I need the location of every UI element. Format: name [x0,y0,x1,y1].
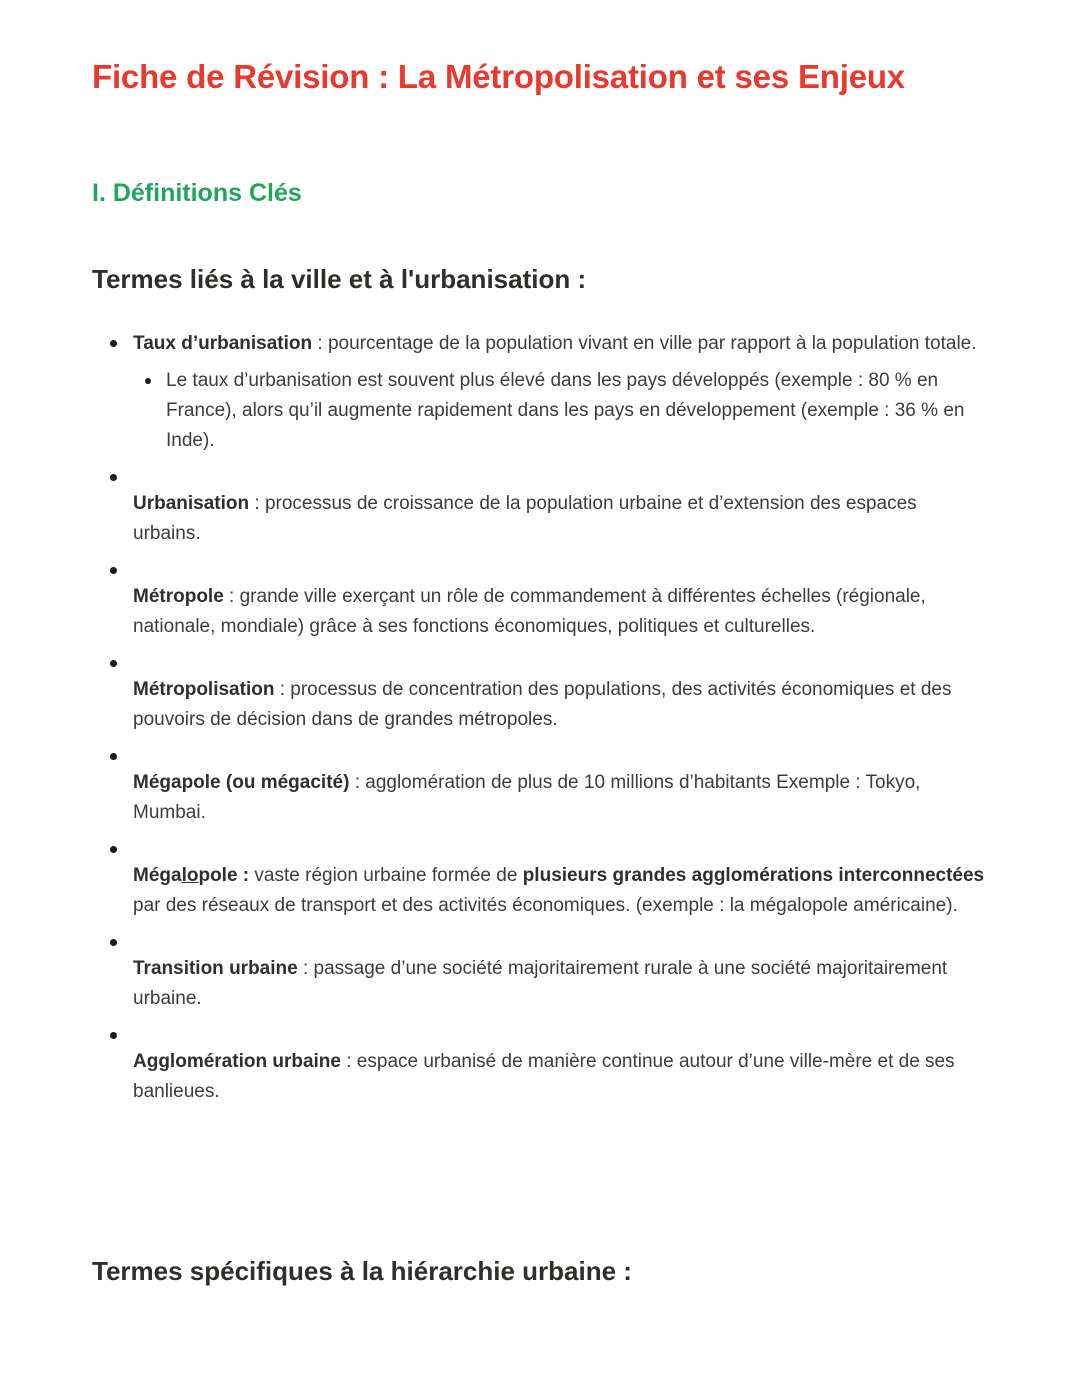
subheading-urbanisation: Termes liés à la ville et à l'urbanisation : [92,264,587,295]
definition: : espace urbanisé de manière continue autour d’une ville-mère et de ses banlieues. [133,1051,955,1103]
definition: : pourcentage de la population vivant en ville par rapport à la population totale. [312,333,977,355]
definition: : agglomération de plus de 10 millions d’habitants Exemple : Tokyo, Mumbai. [133,772,921,824]
list-item-metropolisation [92,675,985,742]
list-item-urbanisation [92,489,985,556]
bullet-icon [110,474,117,481]
list-item-text [133,489,985,549]
list-item-text [133,329,977,359]
bullet-icon [110,753,117,760]
term: Métropolisation [133,679,275,701]
definition: : passage d’une société majoritairement rurale à une société majoritairement urbaine. [133,958,948,1010]
bullet-icon [110,340,117,347]
section-heading-definitions: I. Définitions Clés [92,179,302,208]
list-item-text [133,954,985,1014]
definition: : processus de concentration des populations, des activités économiques et des pouvoirs de décision dans de grandes métropoles. [133,679,952,731]
bullet-icon [145,378,151,384]
list-item-megapole [92,768,985,835]
term: Urbanisation [133,493,250,515]
page-title: Fiche de Révision : La Métropolisation et ses Enjeux [92,58,905,95]
list-item-transition-urbaine [92,954,985,1021]
list-item-metropole [92,582,985,649]
empty-bullet-row [92,742,985,768]
sub-definition: Le taux d’urbanisation est souvent plus élevé dans les pays développés (exemple : 80 % en France), alors qu’il augmente rapidement dans les pays en développement (exemple : 36 % en Inde). [166,370,965,452]
term: Agglomération urbaine [133,1051,341,1073]
bullet-icon [110,939,117,946]
empty-bullet-row [92,1021,985,1047]
term: Taux d’urbanisation [133,333,313,355]
list-item-text [133,768,985,828]
subheading-hierarchie: Termes spécifiques à la hiérarchie urbaine : [92,1256,632,1287]
bullet-icon [110,660,117,667]
bullet-icon [110,1032,117,1039]
definition-bold-part: plusieurs grandes agglomérations interconnectées [522,865,985,887]
list-item-text [133,1047,985,1107]
term-underlined: lo [181,865,199,887]
definition-part: par des réseaux de transport et des activités économiques. (exemple : la mégalopole américaine). [133,895,958,917]
term: Métropole [133,586,224,608]
empty-bullet-row [92,928,985,954]
term-suffix: pole : [198,865,255,887]
term-prefix: Méga [133,865,182,887]
term: Transition urbaine [133,958,298,980]
list-item-taux-urbanisation [92,329,985,366]
bullet-icon [110,567,117,574]
definitions-list [92,329,985,1114]
list-item-megalopole [92,861,985,928]
definition-part: vaste région urbaine formée de [254,865,523,887]
empty-bullet-row [92,835,985,861]
list-item-text [133,582,985,642]
list-subitem-taux-urbanisation [92,366,985,463]
definition: : grande ville exerçant un rôle de commandement à différentes échelles (régionale, nationale, mondiale) grâce à ses fonctions économiques, politiques et culturelles. [133,586,926,638]
empty-bullet-row [92,649,985,675]
term [133,865,254,886]
term: Mégapole (ou mégacité) [133,772,350,794]
list-item-agglomeration-urbaine [92,1047,985,1114]
list-item-text [133,675,985,735]
definition: : processus de croissance de la population urbaine et d’extension des espaces urbains. [133,493,917,545]
empty-bullet-row [92,556,985,582]
bullet-icon [110,846,117,853]
list-item-text [133,861,985,921]
empty-bullet-row [92,463,985,489]
